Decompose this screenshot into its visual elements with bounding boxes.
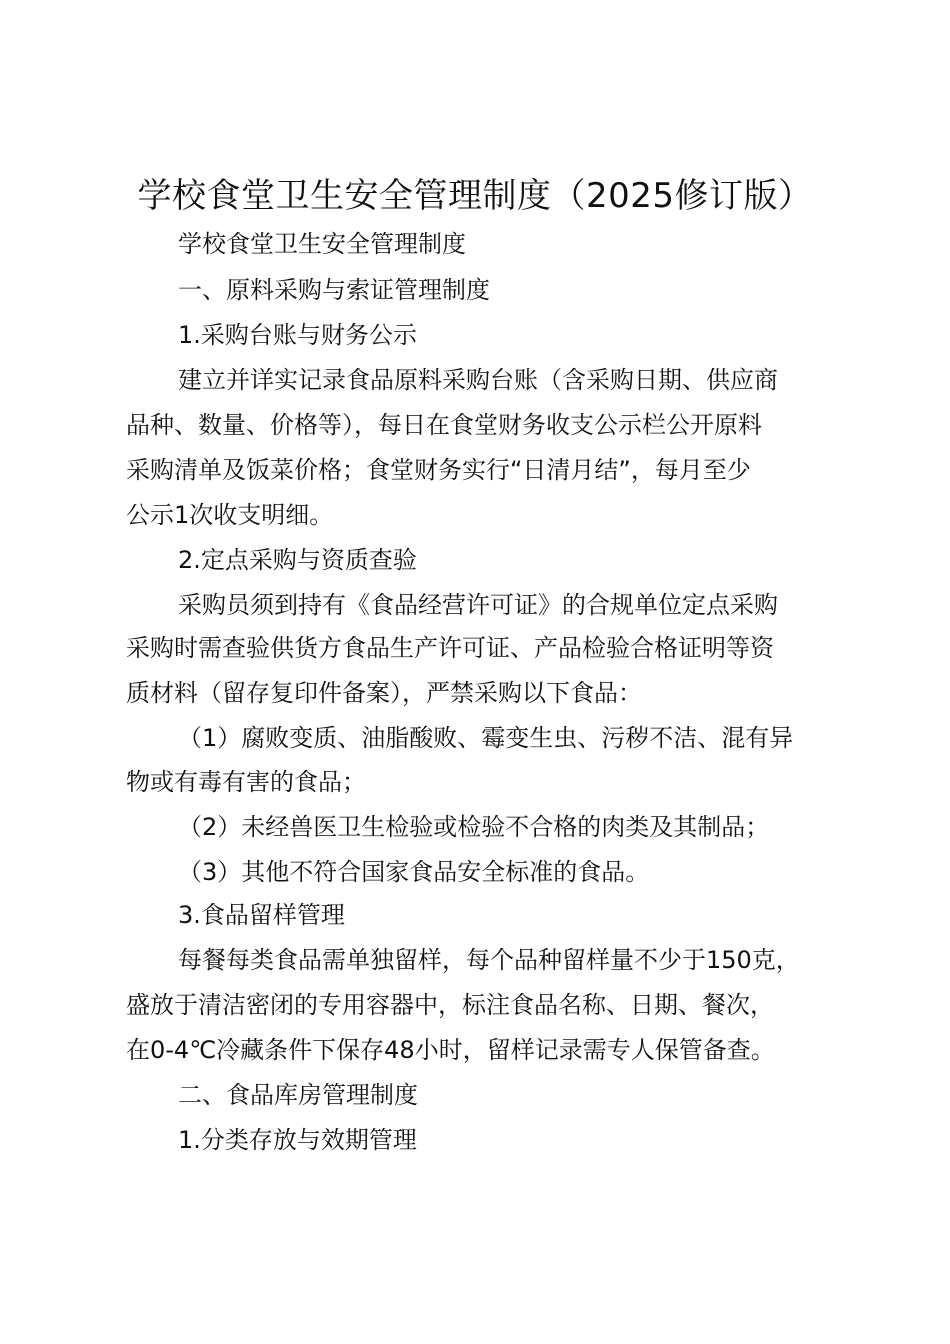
document-title: 学校食堂卫生安全管理制度（2025修订版） <box>137 176 813 216</box>
list-item: （3）其他不符合国家食品安全标准的食品。 <box>178 858 650 886</box>
paragraph-line: 采购员须到持有《食品经营许可证》的合规单位定点采购 <box>178 591 778 619</box>
item-heading-1-3: 3.食品留样管理 <box>178 901 345 929</box>
item-heading-1-1: 1.采购台账与财务公示 <box>178 321 417 349</box>
list-item: （1）腐败变质、油脂酸败、霉变生虫、污秽不洁、混有异 <box>178 724 794 752</box>
paragraph-line: 品种、数量、价格等），每日在食堂财务收支公示栏公开原料 <box>126 411 762 439</box>
section-heading-2: 二、食品库房管理制度 <box>178 1081 418 1109</box>
paragraph-line: 建立并详实记录食品原料采购台账（含采购日期、供应商 <box>178 366 778 394</box>
item-heading-2-1: 1.分类存放与效期管理 <box>178 1126 417 1154</box>
item-heading-1-2: 2.定点采购与资质查验 <box>178 546 417 574</box>
section-heading-1: 一、原料采购与索证管理制度 <box>178 276 490 304</box>
paragraph-line: 采购时需查验供货方食品生产许可证、产品检验合格证明等资 <box>126 634 774 662</box>
paragraph-line: 采购清单及饭菜价格；食堂财务实行“日清月结”，每月至少 <box>126 456 751 484</box>
document-subtitle: 学校食堂卫生安全管理制度 <box>178 230 466 258</box>
paragraph-line: 每餐每类食品需单独留样，每个品种留样量不少于150克， <box>178 946 800 974</box>
paragraph-line: 质材料（留存复印件备案），严禁采购以下食品： <box>126 679 642 707</box>
list-item: 物或有毒有害的食品； <box>126 768 366 796</box>
paragraph-line: 盛放于清洁密闭的专用容器中，标注食品名称、日期、餐次， <box>126 991 774 1019</box>
paragraph-line: 在0-4℃冷藏条件下保存48小时，留样记录需专人保管备查。 <box>126 1036 775 1064</box>
paragraph-line: 公示1次收支明细。 <box>126 501 334 529</box>
list-item: （2）未经兽医卫生检验或检验不合格的肉类及其制品； <box>178 813 770 841</box>
